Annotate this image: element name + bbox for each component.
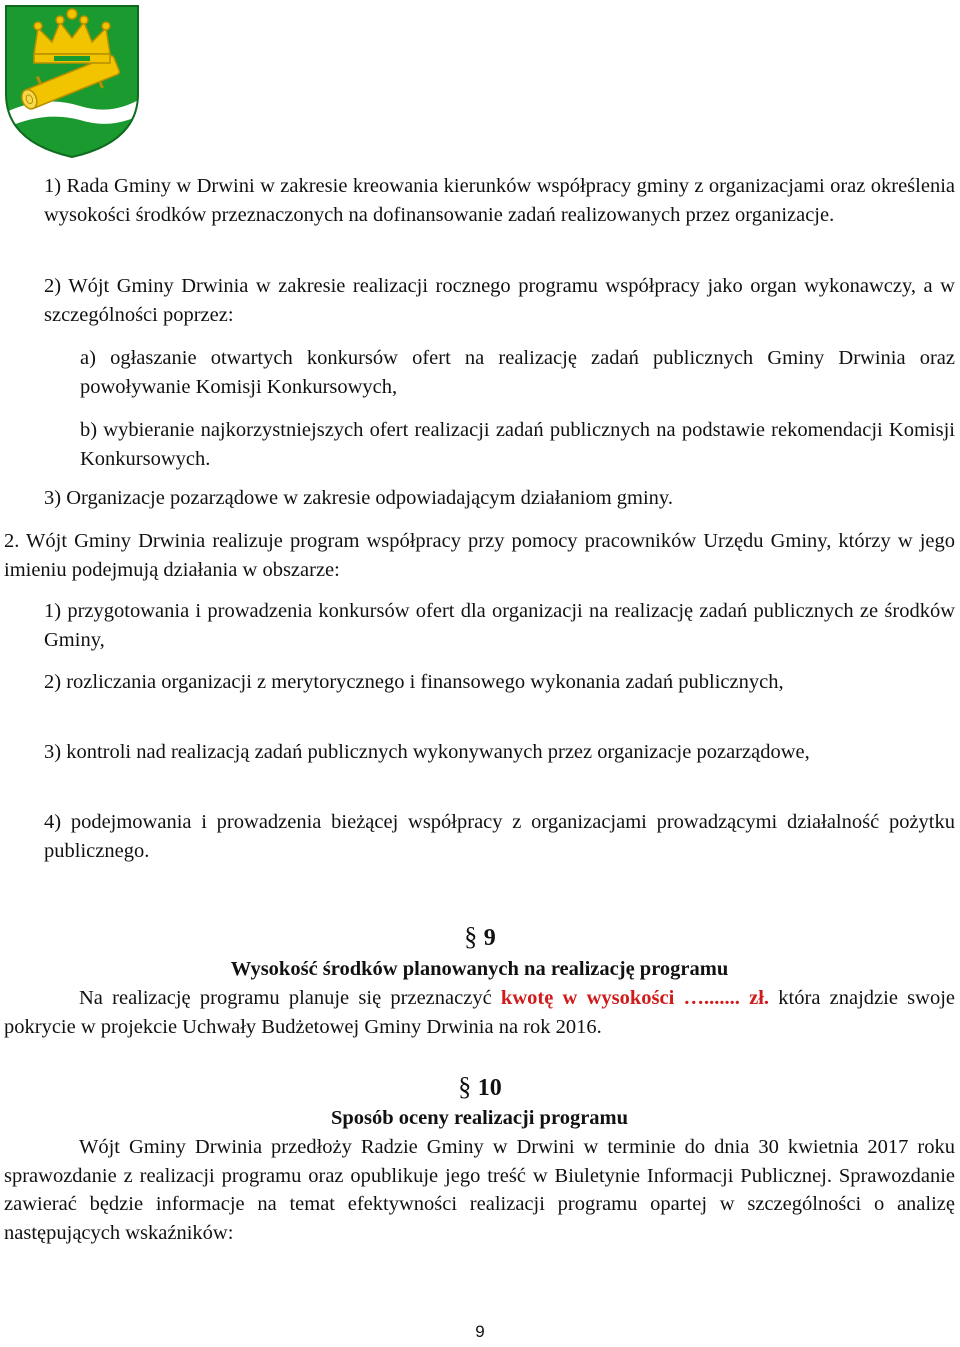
amount-placeholder: kwotę w wysokości …....... zł. [500, 987, 770, 1009]
section-10-heading: Sposób oceny realizacji programu [330, 1107, 629, 1129]
section-number: 10 [477, 1075, 502, 1101]
section-2-item-1: 1) przygotowania i prowadzenia konkursów ofert dla organizacji na realizację zadań publicznych ze środków Gminy, [44, 600, 955, 651]
paragraph-sign: § [464, 922, 478, 951]
section-10-number [0, 1072, 960, 1103]
section-10-text: Wójt Gminy Drwinia przedłoży Radzie Gminy w Drwini w terminie do dnia 30 kwietnia 2017 roku sprawozdanie z realizacji programu oraz opublikuje jego treść w Biuletynie Informacji Publicznej. Sprawozdanie zawierać będzie informacje na temat efektywności realizacji programu opartej w szczególności o analizę następujących wskaźników: [4, 1136, 955, 1244]
section-9-text [4, 984, 955, 1041]
section-2-item-4: 4) podejmowania i prowadzenia bieżącej współpracy z organizacjami prowadzącymi działalność pożytku publicznego. [44, 811, 955, 862]
section-9-number [0, 922, 960, 953]
section-9-text-before: Na realizację programu planuje się przeznaczyć [79, 987, 501, 1009]
section-2-intro: 2. Wójt Gminy Drwinia realizuje program współpracy przy pomocy pracowników Urzędu Gminy, którzy w jego imieniu podejmują działania w obszarze: [4, 530, 955, 581]
paragraph-sign: § [458, 1072, 472, 1101]
list-item-a: a) ogłaszanie otwartych konkursów ofert na realizację zadań publicznych Gminy Drwinia oraz powoływanie Komisji Konkursowych, [80, 347, 955, 398]
section-2-item-2: 2) rozliczania organizacji z merytorycznego i finansowego wykonania zadań publicznych, [44, 671, 784, 693]
page-number: 9 [475, 1322, 485, 1341]
section-2-item-3: 3) kontroli nad realizacją zadań publicznych wykonywanych przez organizacje pozarządowe, [44, 741, 810, 763]
section-number: 9 [483, 925, 496, 951]
coat-of-arms-logo [2, 2, 142, 160]
paragraph-1: 1) Rada Gminy w Drwini w zakresie kreowania kierunków współpracy gminy z organizacjami oraz określenia wysokości środków przeznaczonych na dofinansowanie zadań realizowanych przez organizacje. [44, 175, 955, 226]
section-9-text-after: która znajdzie swoje pokrycie w projekcie Uchwały Budżetowej Gminy Drwinia na rok 2016. [4, 987, 956, 1038]
paragraph-2: 2) Wójt Gminy Drwinia w zakresie realizacji rocznego programu współpracy jako organ wykonawczy, a w szczególności poprzez: [44, 275, 955, 326]
list-item-b: b) wybieranie najkorzystniejszych ofert realizacji zadań publicznych na podstawie rekomendacji Komisji Konkursowych. [80, 419, 955, 470]
paragraph-3: 3) Organizacje pozarządowe w zakresie odpowiadającym działaniom gminy. [44, 487, 673, 509]
section-9-heading: Wysokość środków planowanych na realizację programu [230, 958, 729, 980]
